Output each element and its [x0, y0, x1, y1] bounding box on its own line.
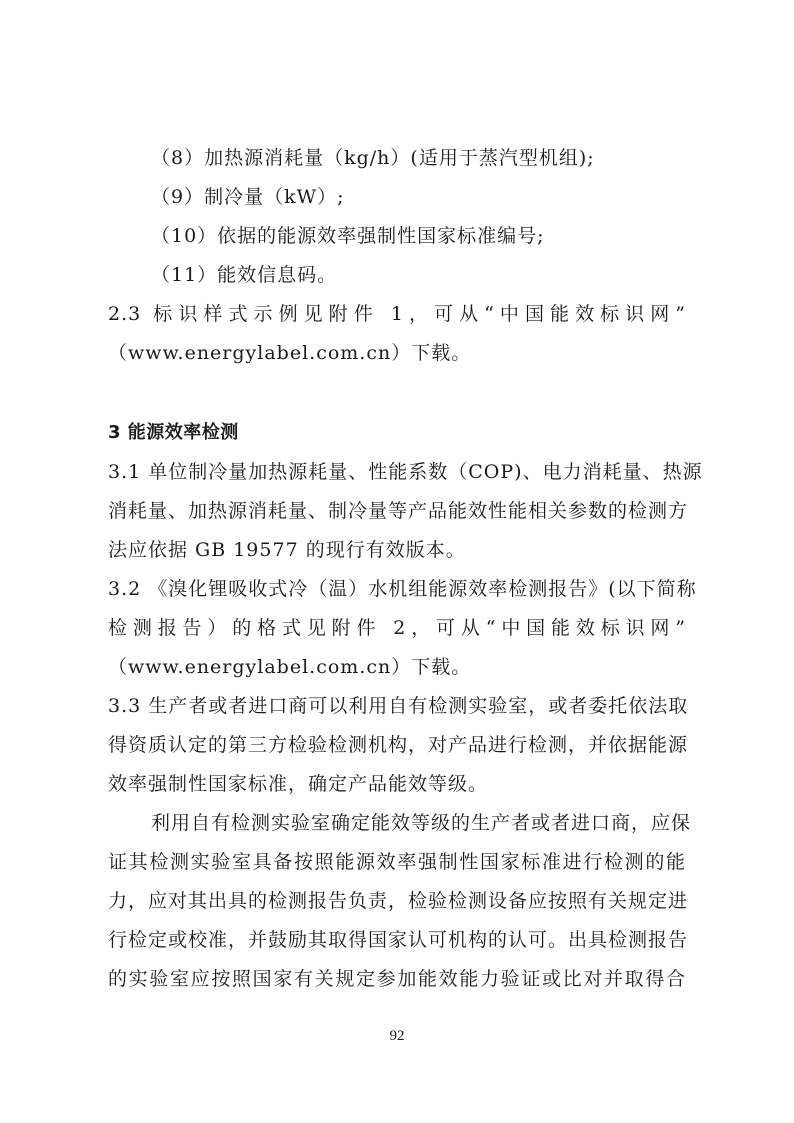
paragraph-3-2-line-2: 检测报告）的格式见附件 2，可从“中国能效标识网” — [108, 617, 686, 639]
paragraph-3-3-line-1: 3.3 生产者或者进口商可以利用自有检测实验室，或者委托依法取 — [108, 695, 689, 717]
paragraph-3-1-line-1: 3.1 单位制冷量加热源耗量、性能系数（COP)、电力消耗量、热源 — [108, 461, 703, 483]
list-item-9: （9）制冷量（kW）; — [151, 186, 345, 208]
paragraph-2-3-line-2: （www.energylabel.com.cn）下载。 — [108, 342, 472, 364]
paragraph-self-lab-line-4: 行检定或校准，并鼓励其取得国家认可机构的认可。出具检测报告 — [108, 929, 689, 951]
paragraph-3-2-line-3: （www.energylabel.com.cn）下载。 — [108, 656, 472, 678]
section-heading-3: 3 能源效率检测 — [108, 422, 239, 443]
page-number: 92 — [389, 1028, 405, 1044]
paragraph-self-lab-line-3: 力，应对其出具的检测报告负责，检验检测设备应按照有关规定进 — [108, 890, 689, 912]
paragraph-3-3-line-2: 得资质认定的第三方检验检测机构，对产品进行检测，并依据能源 — [108, 734, 689, 756]
paragraph-3-3-line-3: 效率强制性国家标准，确定产品能效等级。 — [108, 773, 489, 795]
paragraph-3-1-line-3: 法应依据 GB 19577 的现行有效版本。 — [108, 539, 466, 561]
paragraph-2-3-line-1: 2.3 标识样式示例见附件 1，可从“中国能效标识网” — [108, 303, 686, 325]
list-item-10: （10）依据的能源效率强制性国家标准编号; — [151, 225, 545, 247]
paragraph-self-lab-line-2: 证其检测实验室具备按照能源效率强制性国家标准进行检测的能 — [108, 851, 686, 873]
paragraph-self-lab-line-5: 的实验室应按照国家有关规定参加能效能力验证或比对并取得合 — [108, 968, 686, 990]
paragraph-self-lab-line-1: 利用自有检测实验室确定能效等级的生产者或者进口商，应保 — [151, 812, 692, 834]
list-item-11: （11）能效信息码。 — [151, 264, 338, 286]
paragraph-3-1-line-2: 消耗量、加热源消耗量、制冷量等产品能效性能相关参数的检测方 — [108, 500, 689, 522]
paragraph-3-2-line-1: 3.2 《溴化锂吸收式冷（温）水机组能源效率检测报告》(以下简称 — [108, 578, 697, 600]
list-item-8: （8）加热源消耗量（kg/h）(适用于蒸汽型机组); — [151, 147, 595, 169]
